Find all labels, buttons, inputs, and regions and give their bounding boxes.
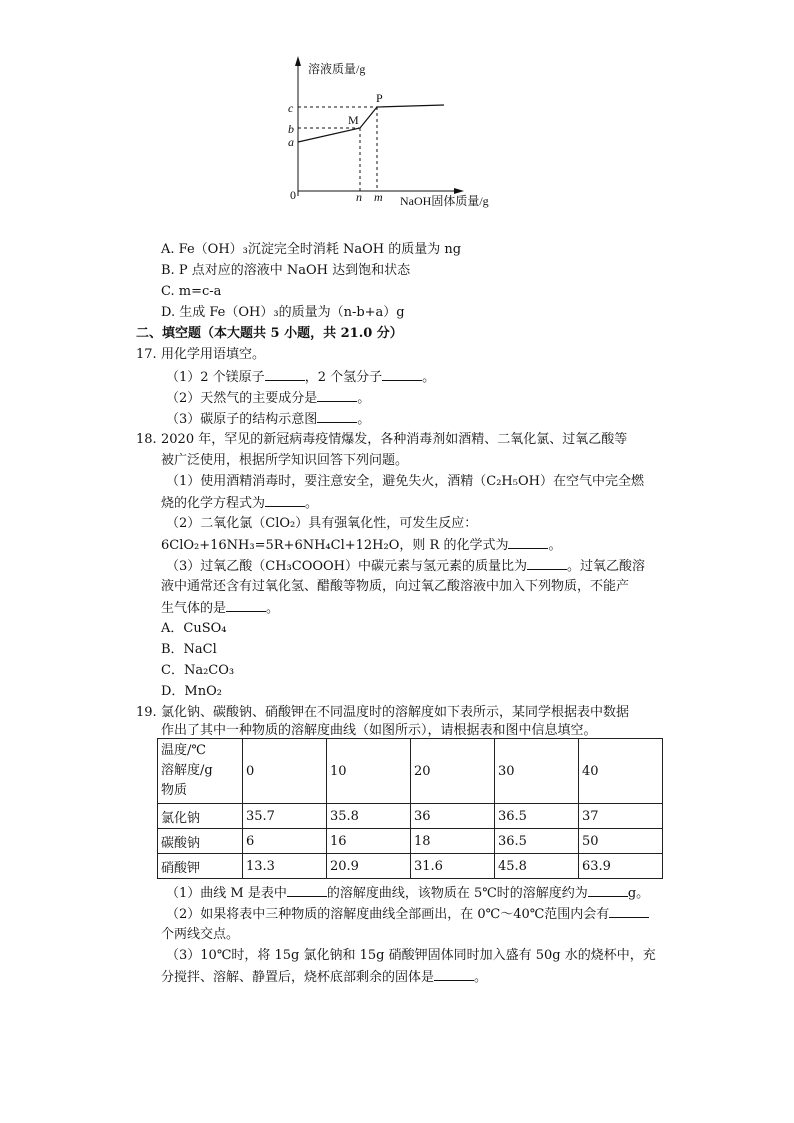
q18-choice-d: D．MnO₂	[161, 684, 222, 699]
table-cell: 36	[411, 804, 495, 829]
answer-blank[interactable]	[434, 968, 474, 981]
q19-part3: （3）10℃时，将 15g 氯化钠和 15g 硝酸钾固体同时加入盛有 50g 水的烧杯中，充	[166, 948, 656, 963]
q19-line1: 氯化钠、碳酸钠、硝酸钾在不同温度时的溶解度如下表所示，某同学根据表中数据	[161, 705, 630, 720]
label-c: c	[288, 101, 294, 115]
answer-blank[interactable]	[508, 536, 548, 549]
header-line-substance: 物质	[161, 783, 188, 798]
q19-part2-cont: 个两线交点。	[161, 927, 240, 942]
temp-cell: 20	[411, 739, 495, 804]
table-cell: 13.3	[243, 854, 327, 879]
q18-line4-a: 烧的化学方程式为	[161, 496, 266, 511]
table-cell: 36.5	[495, 804, 579, 829]
q18-line7-b: 。过氧乙酸溶	[567, 559, 646, 574]
q19-part2-a: （2）如果将表中三种物质的溶解度曲线全部画出，在 0℃～40℃范围内会有	[166, 907, 610, 922]
label-a: a	[288, 135, 294, 149]
temp-cell: 10	[327, 739, 411, 804]
answer-blank[interactable]	[226, 599, 266, 612]
q17-part2-a: （2）天然气的主要成分是	[166, 391, 318, 406]
header-line-solubility: 溶解度/g	[161, 763, 213, 778]
table-cell: 50	[579, 829, 663, 854]
q17-part1-c: 。	[422, 370, 436, 385]
table-row	[158, 854, 663, 879]
table-cell: 37	[579, 804, 663, 829]
q18-line7	[166, 557, 645, 576]
q17-part2	[166, 389, 370, 408]
q18-line6	[161, 536, 561, 555]
q19-line2: 作出了其中一种物质的溶解度曲线（如图所示），请根据表和图中信息填空。	[161, 723, 597, 738]
q18-line6-b: 。	[548, 538, 562, 553]
table-row	[158, 829, 663, 854]
table-cell: 35.7	[243, 804, 327, 829]
point-M-label: M	[348, 113, 359, 127]
q18-line5: （2）二氧化氯（ClO₂）具有强氧化性，可发生反应：	[166, 516, 478, 531]
answer-blank[interactable]	[609, 905, 649, 918]
answer-blank[interactable]	[317, 389, 357, 402]
q18-choice-c: C．Na₂CO₃	[161, 663, 235, 678]
q18-line9-a: 生气体的是	[161, 601, 227, 616]
q19-part4	[161, 968, 487, 987]
q18-line4-b: 。	[305, 496, 319, 511]
point-P-label: P	[376, 91, 383, 105]
q19-part1-a: （1）曲线 M 是表中	[166, 886, 287, 901]
q19-part4-b: 。	[474, 970, 488, 985]
y-axis-arrow	[295, 56, 301, 66]
q18-line4	[161, 494, 318, 513]
q18-line3: （1）使用酒精消毒时，要注意安全，避免失火，酒精（C₂H₅OH）在空气中完全燃	[166, 474, 644, 489]
table-cell: 18	[411, 829, 495, 854]
table-row	[158, 804, 663, 829]
q17-part3-b: 。	[357, 412, 371, 427]
q17-part2-b: 。	[357, 391, 371, 406]
table-cell: 36.5	[495, 829, 579, 854]
x-axis-label: NaOH固体质量/g	[400, 194, 489, 208]
q19-part1	[166, 884, 649, 903]
table-corner-cell	[158, 739, 243, 804]
answer-blank[interactable]	[588, 884, 628, 897]
section-title: 二、填空题（本大题共 5 小题，共 21.0 分）	[136, 326, 403, 341]
header-line-temp: 温度/℃	[161, 743, 206, 758]
q19-part2	[166, 905, 649, 924]
q18-line1: 2020 年，罕见的新冠病毒疫情爆发，各种消毒剂如酒精、二氧化氯、过氧乙酸等	[161, 432, 628, 447]
table-cell: 45.8	[495, 854, 579, 879]
table-cell: 6	[243, 829, 327, 854]
q17-part3-a: （3）碳原子的结构示意图	[166, 412, 318, 427]
answer-blank[interactable]	[265, 494, 305, 507]
label-n: n	[356, 190, 362, 204]
option-a: A. Fe（OH）₃沉淀完全时消耗 NaOH 的质量为 ng	[161, 242, 462, 257]
table-header-row	[158, 739, 663, 804]
substance-name: 氯化钠	[158, 804, 243, 829]
answer-blank[interactable]	[527, 557, 567, 570]
curve-line	[298, 105, 444, 142]
temp-cell: 30	[495, 739, 579, 804]
q17-part3	[166, 410, 370, 429]
q17-number: 17.	[136, 347, 157, 362]
answer-blank[interactable]	[265, 368, 305, 381]
temp-cell: 0	[243, 739, 327, 804]
answer-blank[interactable]	[317, 410, 357, 423]
origin-label: 0	[290, 188, 296, 202]
q18-line9-b: 。	[266, 601, 280, 616]
q19-part1-c: g。	[627, 886, 650, 901]
label-m: m	[374, 190, 383, 204]
temp-cell: 40	[579, 739, 663, 804]
mass-graph	[0, 0, 794, 240]
answer-blank[interactable]	[287, 884, 327, 897]
y-axis-label: 溶液质量/g	[308, 62, 366, 76]
substance-name: 硝酸钾	[158, 854, 243, 879]
q19-part1-b: 的溶解度曲线，该物质在 5℃时的溶解度约为	[326, 886, 588, 901]
q18-line9	[161, 599, 279, 618]
table-cell: 20.9	[327, 854, 411, 879]
table-cell: 35.8	[327, 804, 411, 829]
q18-choice-a: A．CuSO₄	[161, 621, 227, 636]
q18-number: 18.	[136, 432, 157, 447]
option-c: C. m=c-a	[161, 284, 222, 299]
solubility-table	[157, 738, 663, 879]
answer-blank[interactable]	[382, 368, 422, 381]
option-b: B. P 点对应的溶液中 NaOH 达到饱和状态	[161, 263, 411, 278]
q19-number: 19.	[136, 705, 157, 720]
q17-part1	[166, 368, 435, 387]
q18-line7-a: （3）过氧乙酸（CH₃COOOH）中碳元素与氢元素的质量比为	[166, 559, 528, 574]
q18-line2: 被广泛使用，根据所学知识回答下列问题。	[161, 453, 409, 468]
q18-line8: 液中通常还含有过氧化氢、醋酸等物质，向过氧乙酸溶液中加入下列物质，不能产	[161, 579, 630, 594]
label-b: b	[288, 122, 294, 136]
q17-part1-b: ，2 个氢分子	[304, 370, 383, 385]
substance-name: 碳酸钠	[158, 829, 243, 854]
q17-part1-a: （1）2 个镁原子	[166, 370, 265, 385]
q18-line6-a: 6ClO₂+16NH₃=5R+6NH₄Cl+12H₂O，则 R 的化学式为	[161, 538, 509, 553]
option-d: D. 生成 Fe（OH）₃的质量为（n-b+a）g	[161, 305, 405, 320]
q17-stem: 用化学用语填空。	[161, 347, 266, 362]
q18-choice-b: B．NaCl	[161, 642, 217, 657]
table-cell: 16	[327, 829, 411, 854]
table-cell: 63.9	[579, 854, 663, 879]
q19-part4-a: 分搅拌、溶解、静置后，烧杯底部剩余的固体是	[161, 970, 435, 985]
table-cell: 31.6	[411, 854, 495, 879]
